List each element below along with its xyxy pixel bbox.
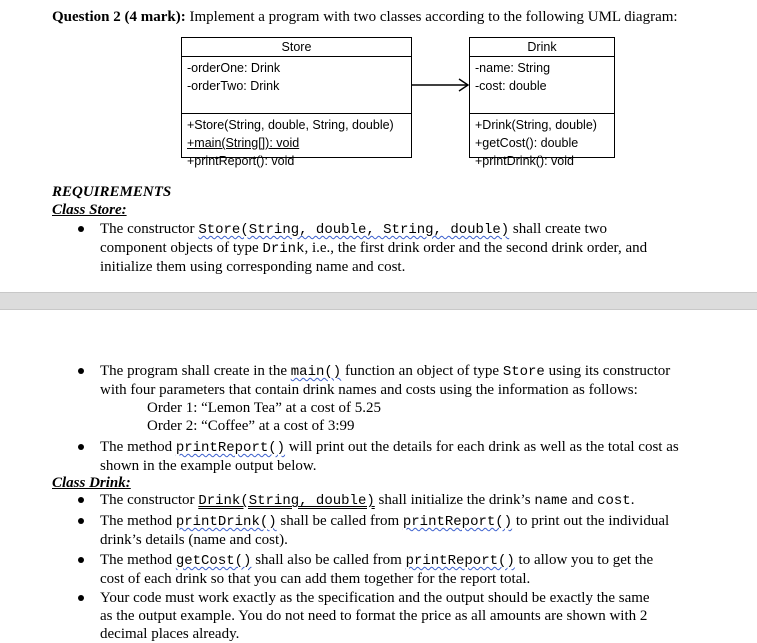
printdrink-line1: The method printDrink() shall be called from printReport() to print out the individual <box>100 513 670 530</box>
code-main: main() <box>290 364 342 380</box>
bullet <box>78 595 84 601</box>
getcost-line2: cost of each drink so that you can add them together for the report total. <box>100 571 531 587</box>
bullet <box>78 444 84 450</box>
uml-drink-attr: -cost: double <box>475 79 547 93</box>
uml-drink-name: Drink <box>470 38 614 57</box>
code-store-ctor: Store(String, double, String, double) <box>198 222 510 238</box>
report-line2: shown in the example output below. <box>100 458 317 474</box>
uml-store-attributes <box>182 57 411 113</box>
code-cost: cost <box>597 493 631 509</box>
uml-drink-method: +Drink(String, double) <box>475 118 597 132</box>
uml-drink-attributes <box>470 57 614 113</box>
question-title <box>52 8 678 26</box>
uml-drink-attr: -name: String <box>475 61 551 75</box>
bullet <box>78 557 84 563</box>
uml-store-attr: -orderOne: Drink <box>187 61 281 75</box>
code-print-drink: printDrink() <box>175 514 277 530</box>
code-print-report: printReport() <box>175 440 286 456</box>
main-line2: with four parameters that contain drink names and costs using the information as follows: <box>100 382 638 398</box>
printdrink-line2: drink’s details (name and cost). <box>100 532 288 548</box>
code-drink-ctor: Drink(String, double) <box>198 493 375 509</box>
class-store-heading: Class Store: <box>52 202 127 218</box>
bullet <box>78 497 84 503</box>
drink-ctor-line: The constructor Drink(String, double) shall initialize the drink’s name and cost. <box>100 492 635 509</box>
uml-drink-methods <box>470 113 614 170</box>
code-print-report: printReport() <box>405 553 515 569</box>
main-line1: The program shall create in the main() function an object of type Store using its constructor <box>100 363 671 380</box>
store-ctor-line1: The constructor Store(String, double, String, double) shall create two <box>100 221 608 238</box>
association-arrow <box>412 78 470 92</box>
bullet <box>78 226 84 232</box>
uml-store-method: +main(String[]): void <box>187 136 300 150</box>
uml-store-methods <box>182 113 411 170</box>
report-line1: The method printReport() will print out the details for each drink as well as the total cost as <box>100 439 679 456</box>
class-drink-heading: Class Drink: <box>52 475 131 491</box>
store-ctor-line2: component objects of type Drink, i.e., the first drink order and the second drink order, and <box>100 240 648 257</box>
store-ctor-line3: initialize them using corresponding name and cost. <box>100 259 406 275</box>
bullet <box>78 518 84 524</box>
uml-store-method: +Store(String, double, String, double) <box>187 118 394 132</box>
uml-store-method: +printReport(): void <box>187 154 295 168</box>
code-get-cost: getCost() <box>175 553 252 569</box>
uml-store-attr: -orderTwo: Drink <box>187 79 280 93</box>
code-name: name <box>534 493 568 509</box>
uml-drink-method: +printDrink(): void <box>475 154 574 168</box>
question-text: Implement a program with two classes according to the following UML diagram: <box>185 9 678 25</box>
exact-line3: decimal places already. <box>100 626 240 642</box>
question-label: Question 2 (4 mark): <box>52 9 186 25</box>
code-print-report: printReport() <box>402 514 513 530</box>
bullet <box>78 368 84 374</box>
exact-line2: as the output example. You do not need to format the price as all amounts are shown with 2 <box>100 608 648 624</box>
getcost-line1: The method getCost() shall also be called from printReport() to allow you to get the <box>100 552 654 569</box>
order-1: Order 1: “Lemon Tea” at a cost of 5.25 <box>147 400 382 416</box>
uml-store-class <box>181 37 412 168</box>
uml-drink-class <box>469 37 615 168</box>
order-2: Order 2: “Coffee” at a cost of 3:99 <box>147 418 355 434</box>
code-drink-type: Drink <box>262 241 305 257</box>
code-store-type: Store <box>502 364 545 380</box>
uml-drink-method: +getCost(): double <box>475 136 579 150</box>
page-break <box>0 292 757 310</box>
exact-line1: Your code must work exactly as the specification and the output should be exactly the same <box>100 590 650 606</box>
uml-store-name: Store <box>182 38 411 57</box>
requirements-heading: REQUIREMENTS <box>52 184 172 200</box>
